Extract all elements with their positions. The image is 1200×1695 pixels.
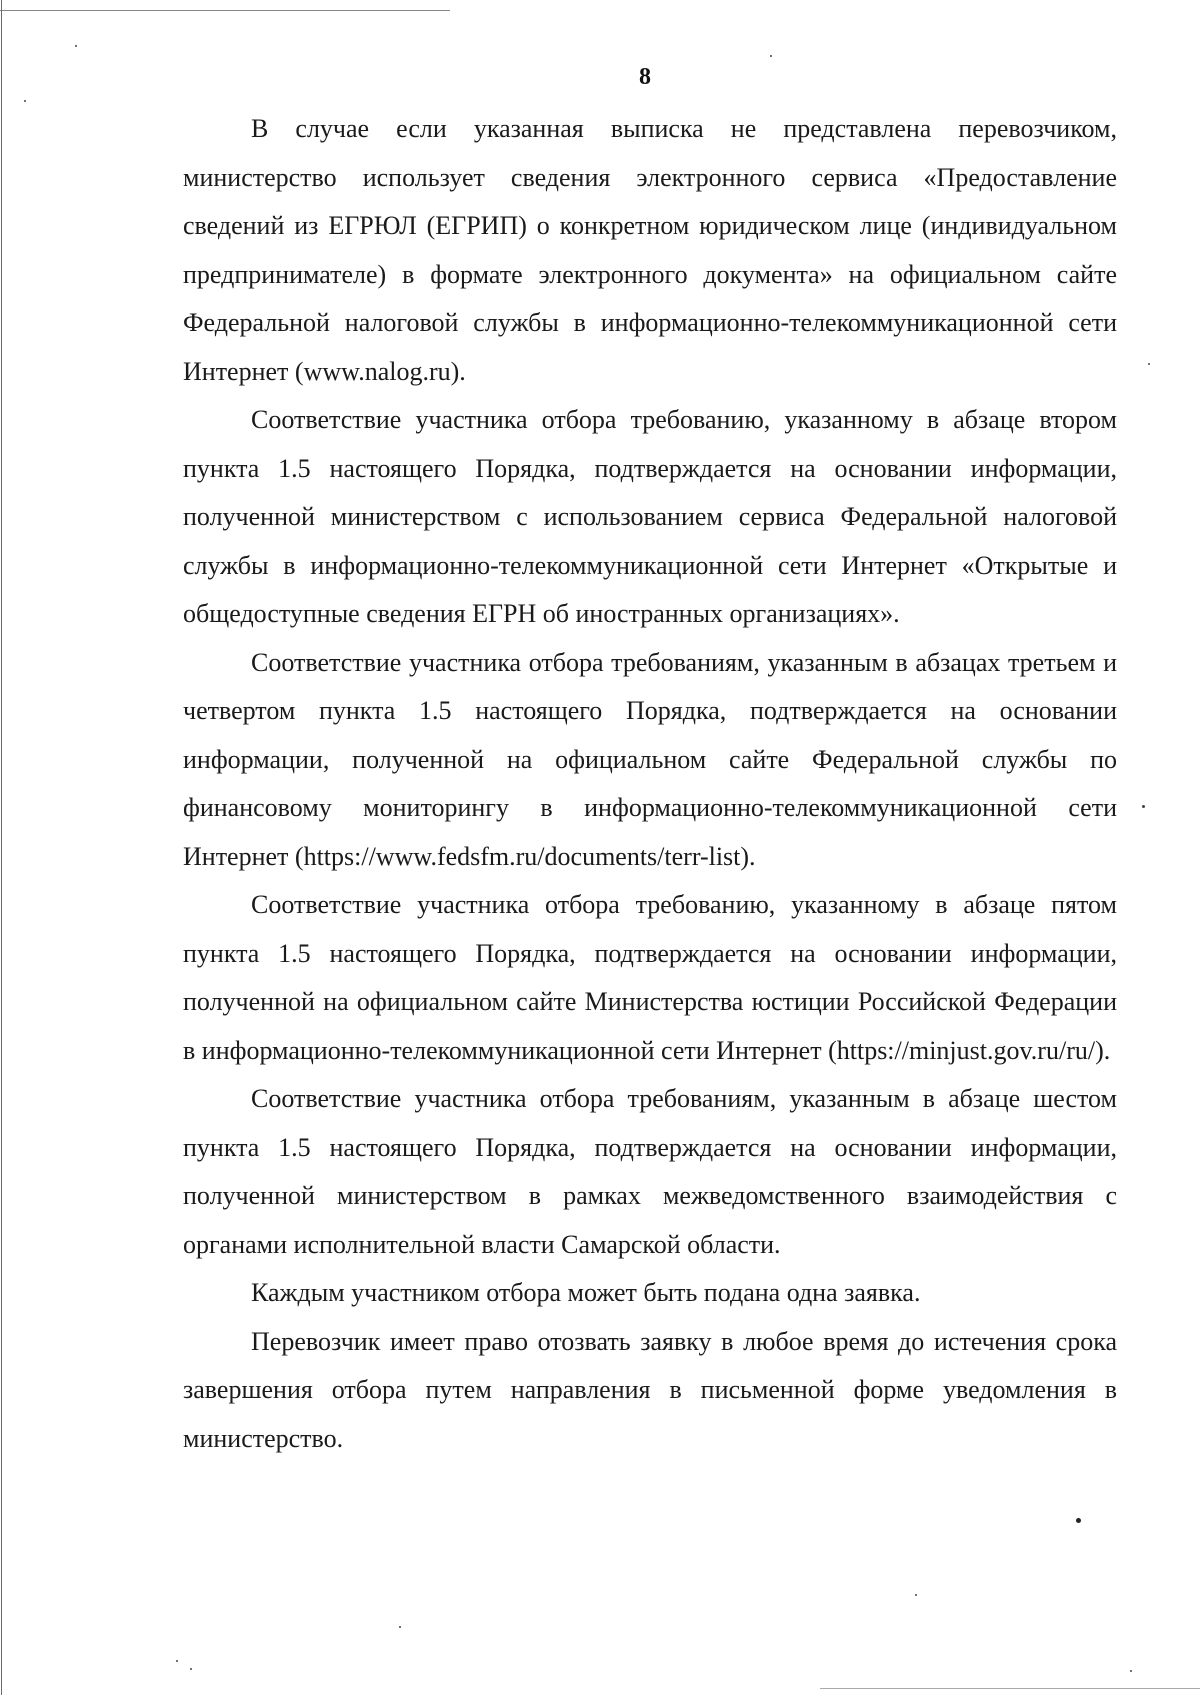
scan-speck [1148,363,1150,365]
paragraph-financial-monitoring: Соответствие участника отбора требованиям, указанным в абзацах третьем и четвертом пункта 1.5 настоящего Порядка, подтверждается на основании информации, полученной на официальном сайте Федеральной службы по финансовому мониторингу в информационно-телекоммуникационной сети Интернет (https://www.fedsfm.ru/documents/terr-list). [183,647,1117,871]
scan-speck [1142,805,1145,808]
paragraph-ministry-of-justice: Соответствие участника отбора требованию, указанному в абзаце пятом пункта 1.5 настоящего Порядка, подтверждается на основании информации, полученной на официальном сайте Министерства юстиции Российской Федерации в информационно-телекоммуникационной сети Интернет (https://minjust.gov.ru/ru/). [183,890,1117,1065]
paragraph-foreign-organizations: Соответствие участника отбора требованию, указанному в абзаце втором пункта 1.5 настоящего Порядка, подтверждается на основании информации, полученной министерством с использованием сервиса Федеральной налоговой службы в информационно-телекоммуникационной сети Интернет «Открытые и общедоступные сведения ЕГРН об иностранных организациях». [183,405,1117,628]
scan-speck [190,1668,192,1670]
scan-speck [399,1626,401,1628]
page-number: 8 [639,64,651,90]
scan-speck [770,55,772,57]
paragraph-withdraw-application: Перевозчик имеет право отозвать заявку в любое время до истечения срока завершения отбора путем направления в письменной форме уведомления в министерство. [183,1326,1117,1453]
paragraph-interagency-cooperation: Соответствие участника отбора требованиям, указанным в абзаце шестом пункта 1.5 настоящего Порядка, подтверждается на основании информации, полученной министерством в рамках межведомственного взаимодействия с органами исполнительной власти Самарской области. [183,1084,1117,1259]
scan-speck [176,1660,178,1662]
paragraph-egrul-extract: В случае если указанная выписка не представлена перевозчиком, министерство использует сведения электронного сервиса «Предоставление сведений из ЕГРЮЛ (ЕГРИП) о конкретном юридическом лице (индивидуальном предпринимателе) в формате электронного документа» на официальном сайте Федеральной налоговой службы в информационно-телекоммуникационной сети Интернет (www.nalog.ru). [183,114,1117,386]
scan-speck [1130,1670,1132,1672]
paragraph-one-application: Каждым участником отбора может быть подана одна заявка. [251,1278,921,1307]
scan-edge-bottom [820,1688,1200,1689]
document-body [183,105,1117,1463]
scan-edge-left [1,0,2,1695]
scan-edge-top [0,10,450,11]
scan-speck [75,45,77,47]
scan-speck [915,1594,917,1596]
scan-speck [24,100,26,102]
scan-speck [1076,1518,1081,1523]
